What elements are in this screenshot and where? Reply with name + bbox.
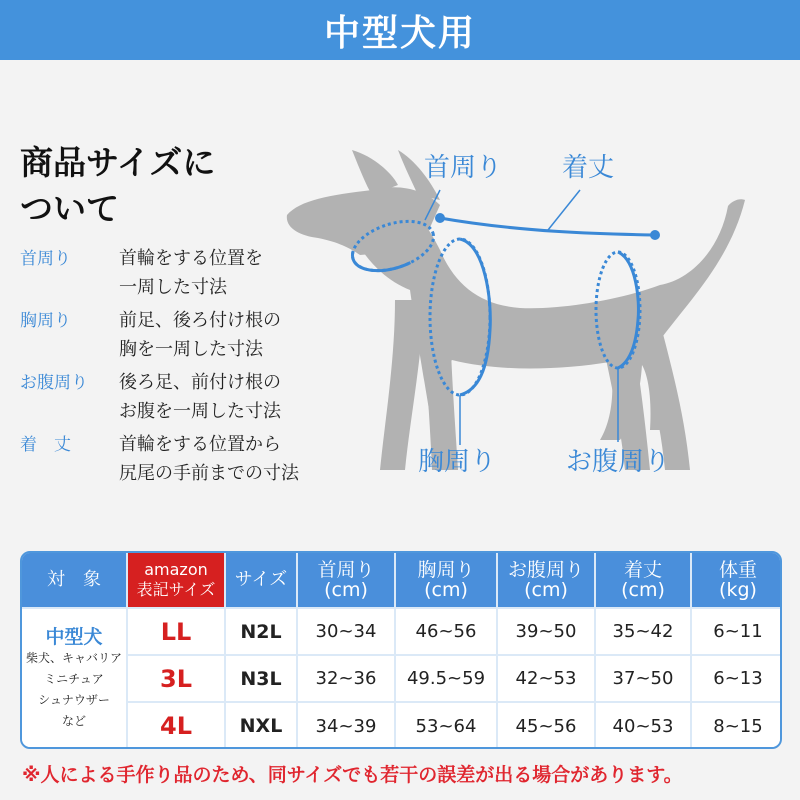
row-weight: 6~11 bbox=[692, 609, 782, 654]
row-chest: 53~64 bbox=[396, 703, 496, 749]
definition-desc bbox=[119, 368, 281, 426]
definition-desc-line: 首輪をする位置から bbox=[119, 434, 281, 455]
row-belly: 42~53 bbox=[498, 656, 594, 701]
definition-length bbox=[20, 430, 340, 492]
diagram-label-chest: 胸周り bbox=[418, 447, 497, 477]
header-weight: 体重 (kg) bbox=[692, 553, 782, 607]
length-leader-line bbox=[548, 190, 580, 230]
target-title: 中型犬 bbox=[45, 625, 103, 648]
row-neck: 32~36 bbox=[298, 656, 394, 701]
row-amazon-size: LL bbox=[128, 609, 224, 654]
row-belly: 39~50 bbox=[498, 609, 594, 654]
header-neck: 首周り (cm) bbox=[298, 553, 394, 607]
diagram-label-neck: 首周り bbox=[424, 153, 503, 183]
row-length: 35~42 bbox=[596, 609, 690, 654]
banner-title: 中型犬用 bbox=[323, 12, 476, 54]
header-target: 対 象 bbox=[22, 553, 126, 607]
row-weight: 8~15 bbox=[692, 703, 782, 749]
size-heading bbox=[20, 140, 215, 232]
dog-silhouette bbox=[287, 150, 745, 470]
size-table bbox=[20, 551, 782, 749]
disclaimer-footnote: ※人による手作り品のため、同サイズでも若干の誤差が出る場合があります。 bbox=[22, 764, 683, 786]
row-neck: 34~39 bbox=[298, 703, 394, 749]
definition-chest bbox=[20, 306, 340, 368]
row-amazon-size: 4L bbox=[128, 703, 224, 749]
length-measure-line bbox=[440, 218, 655, 235]
definition-term: お腹周り bbox=[20, 373, 88, 393]
row-length: 37~50 bbox=[596, 656, 690, 701]
header-length: 着丈 (cm) bbox=[596, 553, 690, 607]
row-amazon-size: 3L bbox=[128, 656, 224, 701]
definition-desc bbox=[119, 430, 299, 488]
diagram-label-length: 着丈 bbox=[562, 153, 615, 183]
heading-line-1: 商品サイズに bbox=[20, 143, 216, 182]
definition-desc-line: お腹を一周した寸法 bbox=[119, 401, 281, 422]
row-size: N2L bbox=[226, 609, 296, 654]
measurement-definitions bbox=[20, 244, 340, 492]
target-breed-line: シュナウザー bbox=[38, 692, 110, 707]
row-weight: 6~13 bbox=[692, 656, 782, 701]
definition-desc bbox=[119, 306, 281, 364]
definition-neck bbox=[20, 244, 340, 306]
header-belly: お腹周り (cm) bbox=[498, 553, 594, 607]
row-size: NXL bbox=[226, 703, 296, 749]
target-breed-line: ミニチュア bbox=[44, 671, 104, 686]
length-start-dot bbox=[435, 213, 445, 223]
definition-term: 首周り bbox=[20, 249, 71, 269]
definition-desc-line: 胸を一周した寸法 bbox=[119, 339, 263, 360]
row-length: 40~53 bbox=[596, 703, 690, 749]
definition-desc bbox=[119, 244, 263, 302]
header-chest: 胸周り (cm) bbox=[396, 553, 496, 607]
heading-line-2: ついて bbox=[20, 189, 119, 228]
row-chest: 46~56 bbox=[396, 609, 496, 654]
definition-desc-line: 後ろ足、前付け根の bbox=[119, 372, 281, 393]
target-breed-line: 柴犬、キャバリア bbox=[25, 650, 122, 665]
row-belly: 45~56 bbox=[498, 703, 594, 749]
definition-desc-line: 一周した寸法 bbox=[119, 277, 227, 298]
definition-term: 着 丈 bbox=[20, 435, 71, 455]
definition-term: 胸周り bbox=[20, 311, 71, 331]
row-neck: 30~34 bbox=[298, 609, 394, 654]
header-amazon-size: amazon 表記サイズ bbox=[128, 553, 224, 607]
definition-desc-line: 尻尾の手前までの寸法 bbox=[119, 463, 299, 484]
header-size: サイズ bbox=[226, 553, 296, 607]
definition-desc-line: 前足、後ろ付け根の bbox=[119, 310, 281, 331]
target-dog-cell bbox=[22, 609, 126, 749]
length-end-dot bbox=[650, 230, 660, 240]
row-chest: 49.5~59 bbox=[396, 656, 496, 701]
definition-belly bbox=[20, 368, 340, 430]
row-size: N3L bbox=[226, 656, 296, 701]
target-breed-line: など bbox=[61, 713, 86, 728]
definition-desc-line: 首輪をする位置を bbox=[119, 248, 263, 269]
diagram-label-belly: お腹周り bbox=[566, 447, 671, 477]
